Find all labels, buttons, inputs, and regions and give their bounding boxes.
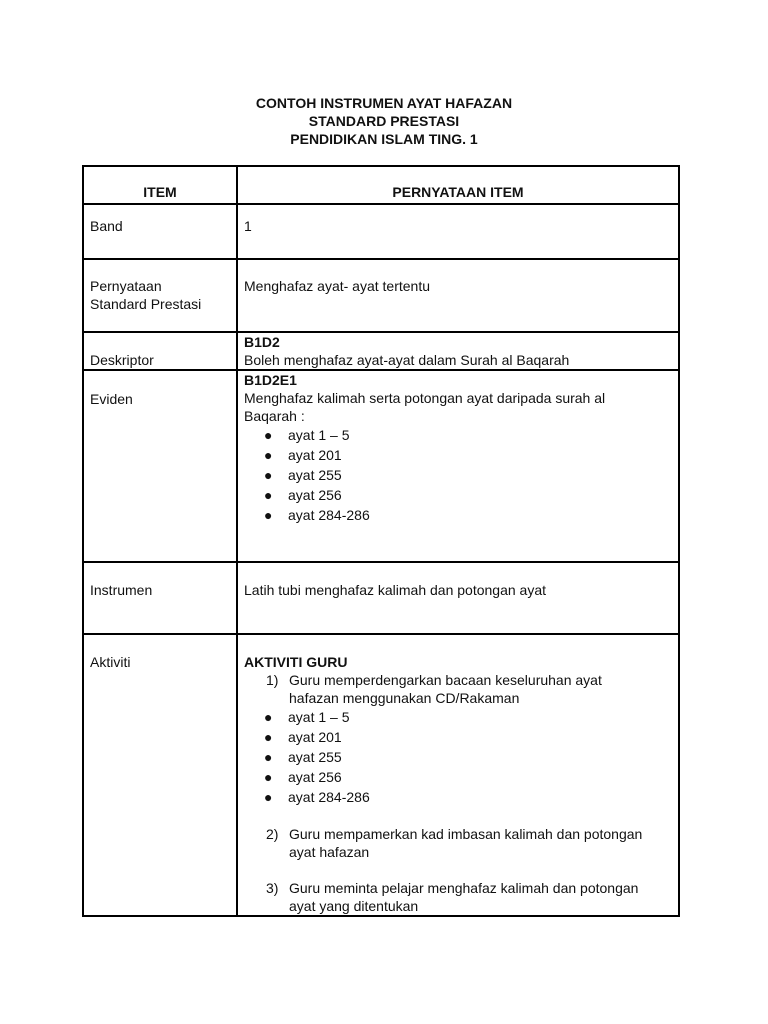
eviden-text-line1: Menghafaz kalimah serta potongan ayat daripada surah al <box>244 390 606 406</box>
instrumen-row <box>83 562 679 634</box>
instrumen-value: Latih tubi menghafaz kalimah dan potongan ayat <box>237 562 679 634</box>
instrument-table <box>82 165 680 917</box>
aktiviti-value <box>237 634 679 916</box>
list-item: 2) Guru mempamerkan kad imbasan kalimah dan potongan ayat hafazan <box>266 826 643 860</box>
list-item: ● ayat 255 <box>264 467 342 483</box>
title-line-2: STANDARD PRESTASI <box>308 113 460 129</box>
pernyataan-row <box>83 259 679 332</box>
eviden-row <box>83 370 679 562</box>
deskriptor-value <box>237 332 679 370</box>
list-item: ● ayat 1 – 5 <box>264 709 350 725</box>
band-value: 1 <box>237 204 679 259</box>
header-item: ITEM <box>83 166 237 204</box>
list-item: 3) Guru meminta pelajar menghafaz kalimah dan potongan ayat yang ditentukan <box>266 880 639 914</box>
deskriptor-text: Boleh menghafaz ayat-ayat dalam Surah al Baqarah <box>244 352 570 368</box>
deskriptor-code: B1D2 <box>244 334 280 350</box>
deskriptor-row <box>83 332 679 370</box>
aktiviti-step-1 <box>244 671 672 707</box>
header-pernyataan-item: PERNYATAAN ITEM <box>237 166 679 204</box>
aktiviti-heading: AKTIVITI GURU <box>244 654 348 670</box>
instrumen-label: Instrumen <box>83 562 237 634</box>
document-title <box>0 94 768 148</box>
eviden-text-line2: Baqarah : <box>244 408 305 424</box>
eviden-value <box>237 370 679 562</box>
pernyataan-value: Menghafaz ayat- ayat tertentu <box>237 259 679 332</box>
deskriptor-label: Deskriptor <box>83 332 237 370</box>
list-item: 1) Guru memperdengarkan bacaan keseluruhan ayat hafazan menggunakan CD/Rakaman <box>266 672 602 706</box>
band-label: Band <box>83 204 237 259</box>
list-item: ● ayat 284-286 <box>264 507 370 523</box>
band-row <box>83 204 679 259</box>
eviden-ayat-list <box>244 425 672 525</box>
title-line-3: PENDIDIKAN ISLAM TING. 1 <box>290 131 478 147</box>
list-item: ● ayat 201 <box>264 447 342 463</box>
list-item: ● ayat 201 <box>264 729 342 745</box>
eviden-label: Eviden <box>83 370 237 562</box>
aktiviti-label: Aktiviti <box>83 634 237 916</box>
aktiviti-step-3 <box>244 879 672 915</box>
list-item: ● ayat 1 – 5 <box>264 427 350 443</box>
title-line-1: CONTOH INSTRUMEN AYAT HAFAZAN <box>255 95 513 111</box>
aktiviti-step-2 <box>244 825 672 861</box>
pernyataan-label <box>83 259 237 332</box>
pernyataan-label-line1: Pernyataan <box>90 278 162 294</box>
aktiviti-ayat-list <box>244 707 672 807</box>
list-item: ● ayat 255 <box>264 749 342 765</box>
list-item: ● ayat 256 <box>264 769 342 785</box>
aktiviti-row <box>83 634 679 916</box>
list-item: ● ayat 256 <box>264 487 342 503</box>
pernyataan-label-line2: Standard Prestasi <box>90 296 202 312</box>
header-row <box>83 166 679 204</box>
eviden-code: B1D2E1 <box>244 372 297 388</box>
list-item: ● ayat 284-286 <box>264 789 370 805</box>
